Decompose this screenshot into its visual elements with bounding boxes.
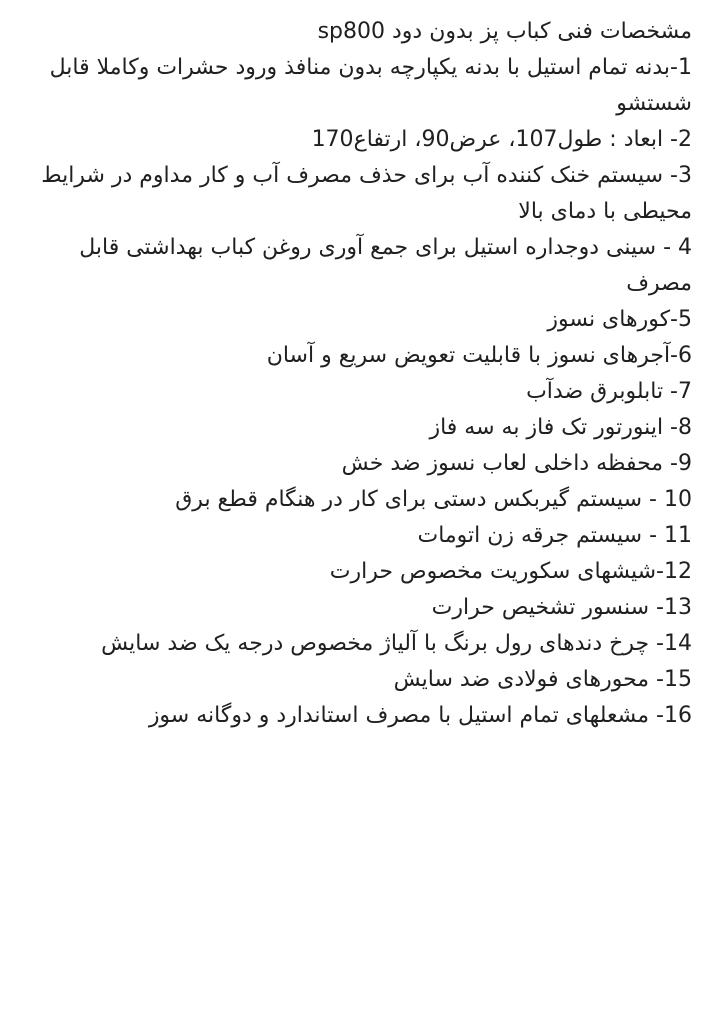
spec-item-5: 5-کورهای نسوز [547,307,692,332]
spec-item-10: 10 - سیستم گیربکس دستی برای کار در هنگام قطع برق [175,487,692,512]
spec-document [40,14,692,734]
spec-item-6: 6-آجرهای نسوز با قابلیت تعویض سریع و آسان [266,343,692,368]
spec-item-11: 11 - سیستم جرقه زن اتومات [417,523,692,548]
spec-item-14: 14- چرخ دندهای رول برنگ با آلیاژ مخصوص درجه یک ضد سایش [101,631,692,656]
document-title: مشخصات فنی کباب پز بدون دود sp800 [317,19,692,44]
spec-item-7: 7- تابلوبرق ضدآب [526,379,692,404]
spec-item-8: 8- اینورتور تک فاز به سه فاز [429,415,692,440]
spec-item-1: 1-بدنه تمام استیل با بدنه یکپارچه بدون منافذ ورود حشرات وکاملا قابل شستشو [49,55,692,116]
spec-item-12: 12-شیشهای سکوریت مخصوص حرارت [329,559,692,584]
spec-item-3: 3- سیستم خنک کننده آب برای حذف مصرف آب و کار مداوم در شرایط محیطی با دمای بالا [41,163,692,224]
spec-item-16: 16- مشعلهای تمام استیل با مصرف استاندارد و دوگانه سوز [148,703,692,728]
spec-item-13: 13- سنسور تشخیص حرارت [431,595,692,620]
spec-item-9: 9- محفظه داخلی لعاب نسوز ضد خش [341,451,692,476]
spec-item-4: 4 - سینی دوجداره استیل برای جمع آوری روغن کباب بهداشتی قابل مصرف [79,235,692,296]
spec-item-15: 15- محورهای فولادی ضد سایش [393,667,692,692]
spec-item-2: 2- ابعاد : طول107، عرض90، ارتفاع170 [311,127,692,152]
